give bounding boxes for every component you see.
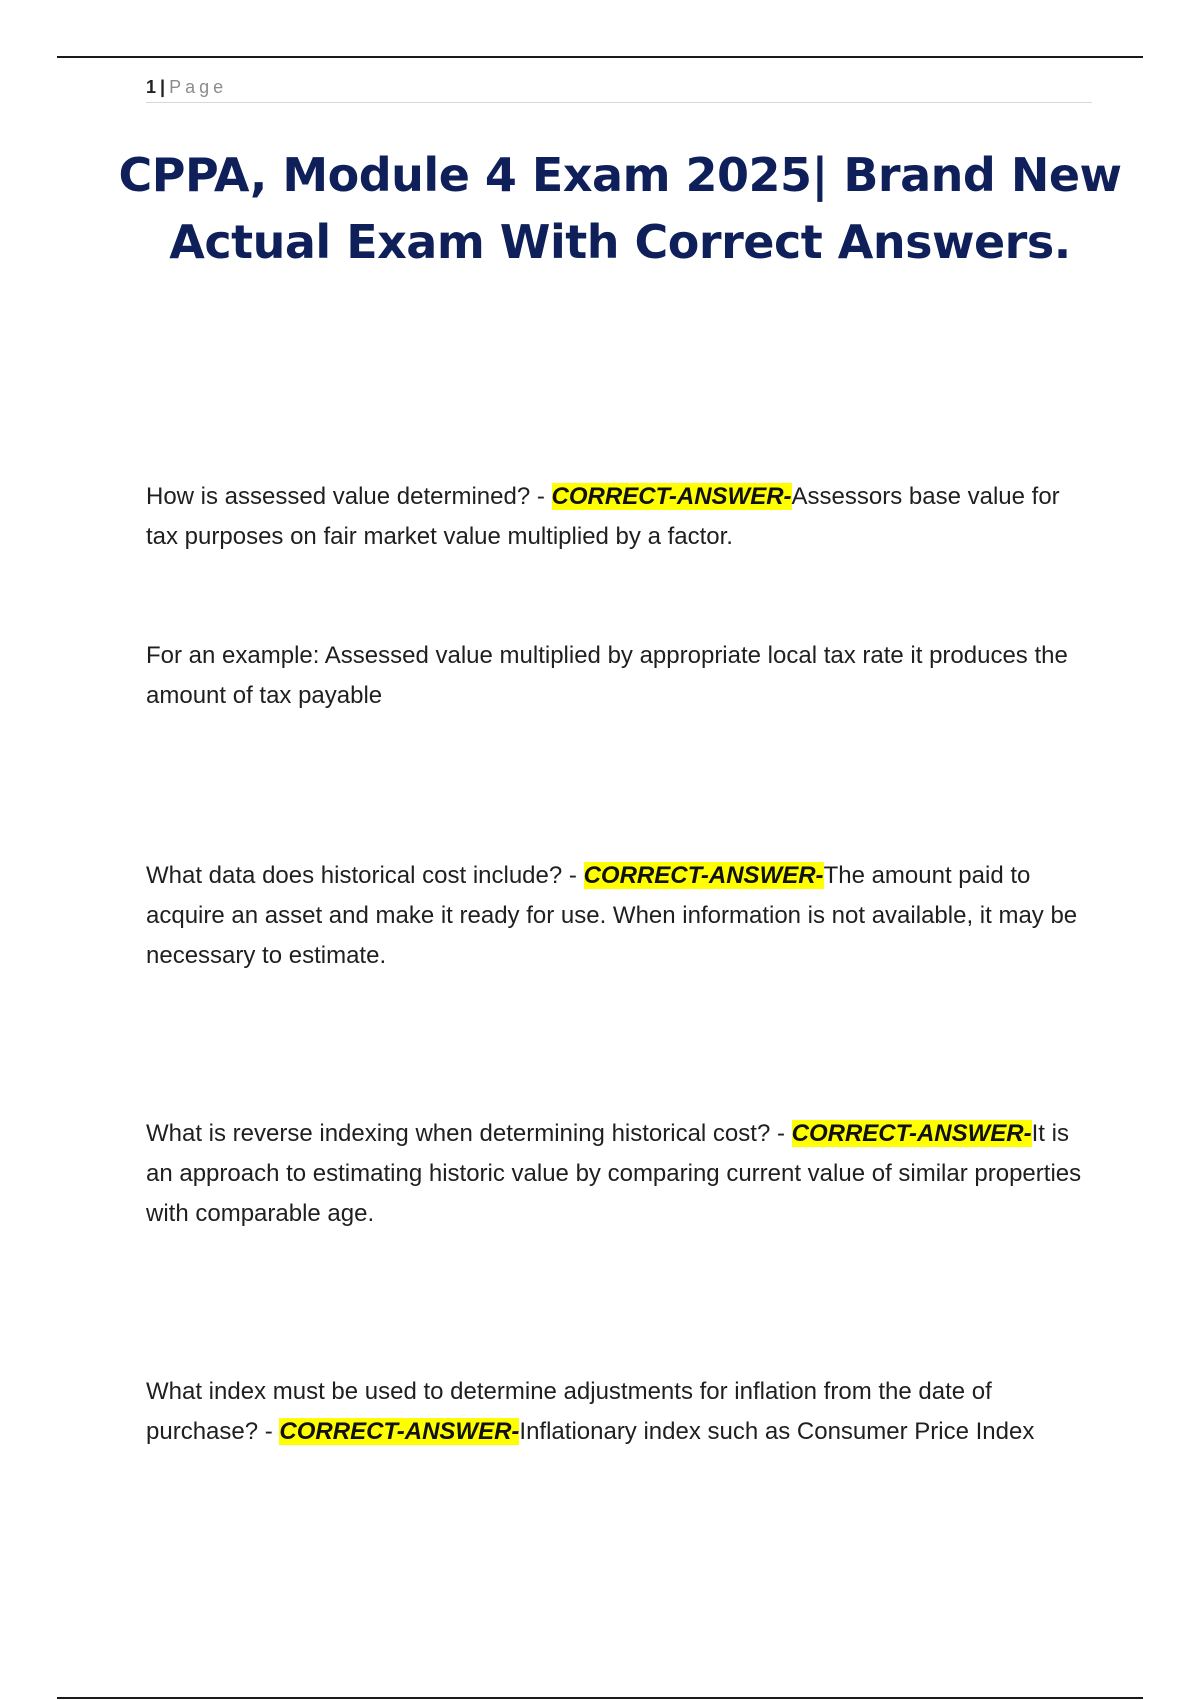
answer-text: It is an approach to estimating historic value by comparing current value of similar properties with comparable age. <box>146 1120 1082 1227</box>
page-number: 1 <box>146 77 157 97</box>
correct-answer-tag: CORRECT-ANSWER- <box>551 483 792 510</box>
qa-item <box>146 1114 1096 1234</box>
example-paragraph <box>146 636 1096 716</box>
correct-answer-tag: CORRECT-ANSWER- <box>583 862 824 889</box>
correct-answer-tag: CORRECT-ANSWER- <box>279 1418 520 1445</box>
page-separator: | <box>160 77 166 97</box>
answer-text: Inflationary index such as Consumer Price Index <box>519 1418 1035 1445</box>
page-header <box>146 72 1092 103</box>
document-title: CPPA, Module 4 Exam 2025| Brand New Actual Exam With Correct Answers. <box>118 148 1122 269</box>
qa-item <box>146 477 1096 557</box>
answer-text: Assessors base value for tax purposes on fair market value multiplied by a factor. <box>146 483 1060 550</box>
question-text: What index must be used to determine adjustments for inflation from the date of purchase? - <box>146 1378 992 1445</box>
question-text: What data does historical cost include? - <box>146 862 584 889</box>
top-rule <box>57 56 1143 58</box>
page-label: Page <box>169 77 228 97</box>
bottom-rule <box>57 1697 1143 1699</box>
qa-item <box>146 1372 1096 1452</box>
question-text: What is reverse indexing when determining historical cost? - <box>146 1120 792 1147</box>
correct-answer-tag: CORRECT-ANSWER- <box>791 1120 1032 1147</box>
qa-item <box>146 856 1096 976</box>
example-text: For an example: Assessed value multiplied by appropriate local tax rate it produces the amount of tax payable <box>146 642 1068 709</box>
question-text: How is assessed value determined? - <box>146 483 552 510</box>
answer-text: The amount paid to acquire an asset and make it ready for use. When information is not available, it may be necessary to estimate. <box>146 862 1078 969</box>
